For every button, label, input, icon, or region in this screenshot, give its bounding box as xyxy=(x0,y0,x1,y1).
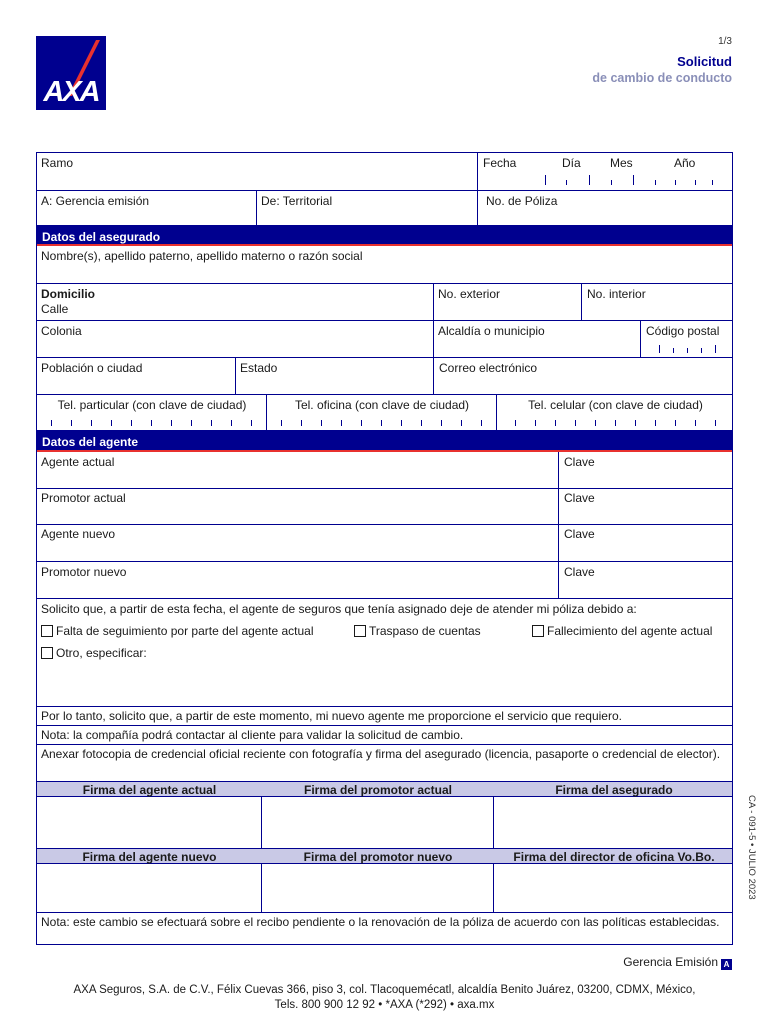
change-request-form xyxy=(36,152,733,945)
nota-cambio-text: Nota: este cambio se efectuará sobre el recibo pendiente o la renovación de la póliza de acuerdo con las políticas establecidas. xyxy=(41,915,720,929)
clave-label: Clave xyxy=(564,491,595,505)
section-agente: Datos del agente xyxy=(37,431,732,452)
agente-nuevo-field[interactable] xyxy=(37,525,559,561)
anexar-text: Anexar fotocopia de credencial oficial reciente con fotografía y firma del asegurado (licencia, pasaporte o credencial de elector). xyxy=(41,747,721,761)
row-ramo xyxy=(37,153,732,191)
dia-label: Día xyxy=(562,156,581,170)
agente-actual-field[interactable] xyxy=(37,452,559,488)
tel-particular-field[interactable] xyxy=(37,395,267,430)
no-interior-label: No. interior xyxy=(587,287,646,301)
fecha-label: Fecha xyxy=(483,156,517,170)
gerencia-emision-label: A: Gerencia emisión xyxy=(41,194,150,208)
calle-label: Calle xyxy=(41,302,69,316)
tel-oficina-ticks xyxy=(281,418,481,426)
axa-logo xyxy=(36,36,106,110)
firma-agente-nuevo-box[interactable] xyxy=(37,864,262,912)
signature-row-1 xyxy=(37,797,732,848)
gerencia-field[interactable] xyxy=(37,191,257,225)
codigo-postal-label: Código postal xyxy=(646,324,720,338)
tel-oficina-field[interactable] xyxy=(267,395,497,430)
clave-label: Clave xyxy=(564,455,595,469)
reason-block xyxy=(37,599,732,707)
estado-field[interactable] xyxy=(236,358,434,394)
promotor-nuevo-field[interactable] xyxy=(37,562,559,598)
checkbox[interactable] xyxy=(354,625,366,637)
row-agente-nuevo xyxy=(37,525,732,562)
row-domicilio xyxy=(37,284,732,321)
form-code-text: CA - 091-5 • JULIO 2023 xyxy=(746,795,757,900)
no-exterior-field[interactable] xyxy=(434,284,582,320)
document-title: Solicitud xyxy=(677,54,732,69)
option-label: Traspaso de cuentas xyxy=(369,624,481,638)
firma-agente-actual-label: Firma del agente actual xyxy=(82,783,217,797)
firma-asegurado-box[interactable] xyxy=(494,797,734,848)
estado-label: Estado xyxy=(240,361,278,375)
calle-field[interactable] xyxy=(37,284,434,320)
checkbox[interactable] xyxy=(532,625,544,637)
firma-promotor-nuevo-label: Firma del promotor nuevo xyxy=(303,850,453,864)
firma-agente-nuevo-label: Firma del agente nuevo xyxy=(82,850,217,864)
logo-text: AXA xyxy=(43,76,99,108)
tel-particular-ticks xyxy=(51,418,251,426)
correo-label: Correo electrónico xyxy=(439,361,538,375)
tel-celular-ticks[interactable] xyxy=(515,418,715,426)
option-otro[interactable] xyxy=(41,646,147,660)
tel-particular-label: Tel. particular (con clave de ciudad) xyxy=(57,398,247,412)
row-nombre[interactable] xyxy=(37,246,732,284)
option-label: Falta de seguimiento por parte del agente actual xyxy=(56,624,314,638)
row-promotor-nuevo xyxy=(37,562,732,599)
promotor-actual-field[interactable] xyxy=(37,489,559,524)
firma-asegurado-label: Firma del asegurado xyxy=(555,783,673,797)
anio-label: Año xyxy=(674,156,696,170)
territorial-field[interactable] xyxy=(257,191,478,225)
poblacion-field[interactable] xyxy=(37,358,236,394)
row-telefonos xyxy=(37,395,732,431)
option-traspaso[interactable] xyxy=(354,624,481,638)
checkbox[interactable] xyxy=(41,647,53,659)
signature-header-1 xyxy=(37,781,732,797)
no-exterior-label: No. exterior xyxy=(438,287,501,301)
checkbox[interactable] xyxy=(41,625,53,637)
alcaldia-field[interactable] xyxy=(434,321,641,357)
row-por-lo-tanto xyxy=(37,707,732,726)
option-label: Fallecimiento del agente actual xyxy=(547,624,713,638)
option-fallecimiento[interactable] xyxy=(532,624,712,638)
ramo-field[interactable] xyxy=(37,153,478,190)
ramo-label: Ramo xyxy=(41,156,74,170)
row-nota-contacto xyxy=(37,726,732,745)
firma-promotor-actual-box[interactable] xyxy=(262,797,494,848)
option-seguimiento[interactable] xyxy=(41,624,314,638)
gerencia-text: Gerencia Emisión xyxy=(623,955,718,969)
poblacion-label: Población o ciudad xyxy=(41,361,143,375)
colonia-field[interactable] xyxy=(37,321,434,357)
form-code-vertical xyxy=(745,795,755,915)
signature-row-2 xyxy=(37,864,732,913)
row-anexar xyxy=(37,745,732,781)
tel-oficina-label: Tel. oficina (con clave de ciudad) xyxy=(294,398,470,412)
firma-director-label: Firma del director de oficina Vo.Bo. xyxy=(513,850,715,864)
row-colonia xyxy=(37,321,732,358)
footer-contact: Tels. 800 900 12 92 • *AXA (*292) • axa.mx xyxy=(274,999,495,1011)
domicilio-label: Domicilio xyxy=(41,287,96,301)
page-number: 1/3 xyxy=(718,36,732,47)
firma-promotor-nuevo-box[interactable] xyxy=(262,864,494,912)
firma-director-box[interactable] xyxy=(494,864,734,912)
document-subtitle: de cambio de conducto xyxy=(592,71,732,85)
gerencia-emision-footer xyxy=(623,955,732,970)
section-asegurado: Datos del asegurado xyxy=(37,226,732,246)
row-agente-actual xyxy=(37,452,732,489)
row-promotor-actual xyxy=(37,489,732,525)
colonia-label: Colonia xyxy=(41,324,82,338)
territorial-label: De: Territorial xyxy=(261,194,333,208)
firma-agente-actual-box[interactable] xyxy=(37,797,262,848)
poliza-label: No. de Póliza xyxy=(486,194,558,208)
clave-label: Clave xyxy=(564,527,595,541)
promotor-nuevo-label: Promotor nuevo xyxy=(41,565,127,579)
option-label: Otro, especificar: xyxy=(56,646,147,660)
agente-actual-label: Agente actual xyxy=(41,455,115,469)
agente-nuevo-label: Agente nuevo xyxy=(41,527,116,541)
solicito-text: Solicito que, a partir de esta fecha, el agente de seguros que tenía asignado deje de atender mi póliza debido a: xyxy=(41,602,637,616)
company-footer xyxy=(36,983,733,1013)
nota-contacto-text: Nota: la compañía podrá contactar al cliente para validar la solicitud de cambio. xyxy=(41,728,464,742)
signature-header-2 xyxy=(37,848,732,864)
tel-celular-label: Tel. celular (con clave de ciudad) xyxy=(528,398,703,412)
gerencia-mark-icon: A xyxy=(721,959,732,970)
alcaldia-label: Alcaldía o municipio xyxy=(438,324,545,338)
cp-ticks[interactable] xyxy=(659,345,715,353)
row-routing xyxy=(37,191,732,226)
firma-promotor-actual-label: Firma del promotor actual xyxy=(303,783,453,797)
promotor-actual-label: Promotor actual xyxy=(41,491,126,505)
nombre-label: Nombre(s), apellido paterno, apellido materno o razón social xyxy=(41,249,363,263)
clave-label: Clave xyxy=(564,565,595,579)
por-lo-tanto-text: Por lo tanto, solicito que, a partir de este momento, mi nuevo agente me proporcione el servicio que requiero. xyxy=(41,709,622,723)
row-poblacion xyxy=(37,358,732,395)
footer-address: AXA Seguros, S.A. de C.V., Félix Cuevas 366, piso 3, col. Tlacoquemécatl, alcaldía Benito Juárez, 03200, CDMX, México, xyxy=(73,984,696,996)
mes-label: Mes xyxy=(610,156,633,170)
